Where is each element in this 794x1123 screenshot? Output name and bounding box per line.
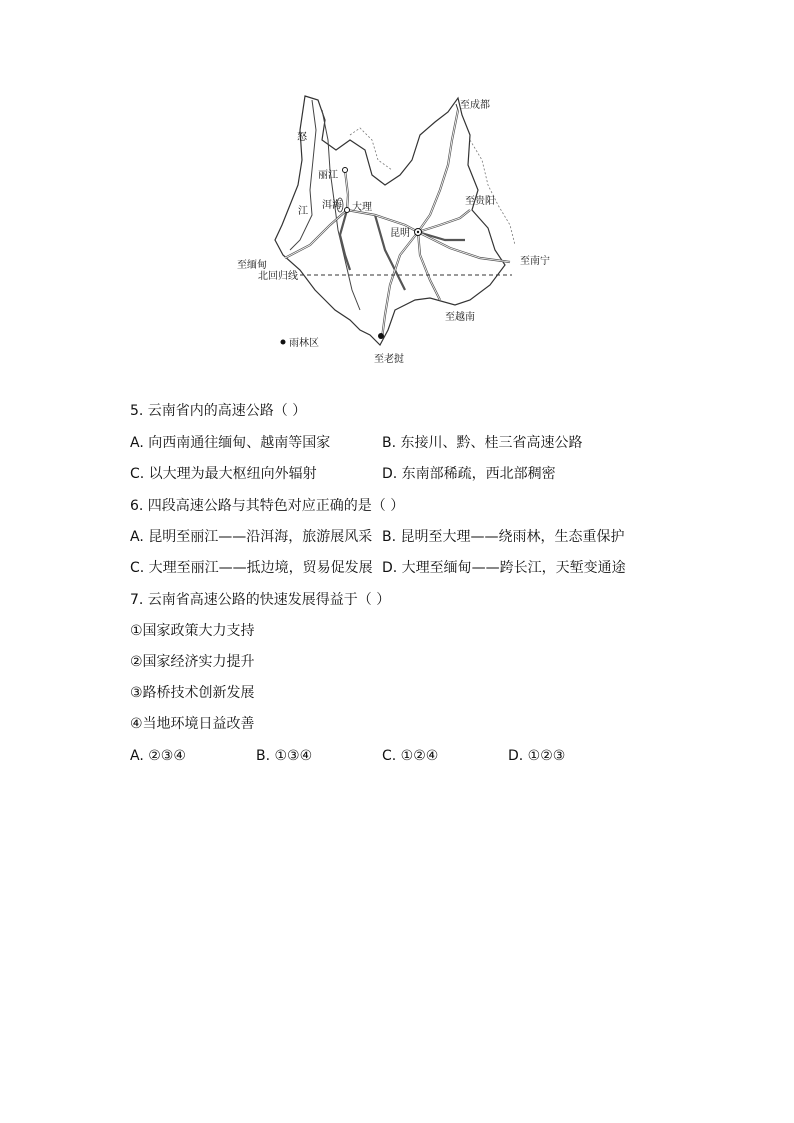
question-5-stem: 5. 云南省内的高速公路（ ） [130,403,307,419]
q5-option-c: C. 以大理为最大枢纽向外辐射 [130,466,317,482]
rainforest-dot [281,340,286,345]
q6-option-a: A. 昆明至丽江——沿洱海，旅游展风采 [130,529,373,545]
question-7-stem: 7. 云南省高速公路的快速发展得益于（ ） [130,592,391,608]
label-nanning: 至南宁 [520,256,550,267]
laowo-dot [378,333,384,339]
dali-marker [345,208,350,213]
highway-network [285,110,510,338]
label-guiyang: 至贵阳 [465,196,495,207]
label-chengdu: 至成都 [460,100,490,111]
q7-option-a: A. ②③④ [130,748,186,764]
q5-option-a: A. 向西南通往缅甸、越南等国家 [130,435,331,451]
q7-option-b: B. ①③④ [256,748,313,764]
dashed-boundary [350,128,392,170]
q5-option-b: B. 东接川、黔、桂三省高速公路 [382,435,583,451]
q7-option-c: C. ①②④ [382,748,439,764]
label-tropic: 北回归线 [258,271,298,282]
label-nu: 怒 [297,132,307,143]
label-lijiang: 丽江 [318,170,338,181]
question-6-stem: 6. 四段高速公路与其特色对应正确的是（ ） [130,498,405,514]
q6-option-c: C. 大理至丽江——抵边境，贸易促发展 [130,560,373,576]
label-jiang: 江 [298,206,308,217]
q5-option-d: D. 东南部稀疏，西北部稠密 [382,466,556,482]
kunming-marker-dot [417,231,419,233]
q7-item-1: ①国家政策大力支持 [130,623,255,639]
q6-option-b: B. 昆明至大理——绕雨林，生态重保护 [382,529,625,545]
highway-inner [285,110,510,338]
label-kunming: 昆明 [390,228,410,239]
q7-item-2: ②国家经济实力提升 [130,654,255,670]
label-laowo: 至老挝 [374,354,404,365]
q7-item-4: ④当地环境日益改善 [130,716,255,732]
label-rainforest: 雨林区 [289,338,319,349]
river-nujiang [290,100,316,250]
label-erhai: 洱海 [322,200,342,211]
q6-option-d: D. 大理至缅甸——跨长江，天堑变通途 [382,560,626,576]
label-miandian: 至缅甸 [237,260,267,271]
arrow-chengdu [456,104,458,110]
lijiang-marker [343,168,348,173]
label-dali: 大理 [352,202,372,213]
q7-option-d: D. ①②③ [508,748,566,764]
label-yuenan: 至越南 [445,312,475,323]
q7-item-3: ③路桥技术创新发展 [130,685,255,701]
yunnan-highway-map [0,0,794,380]
